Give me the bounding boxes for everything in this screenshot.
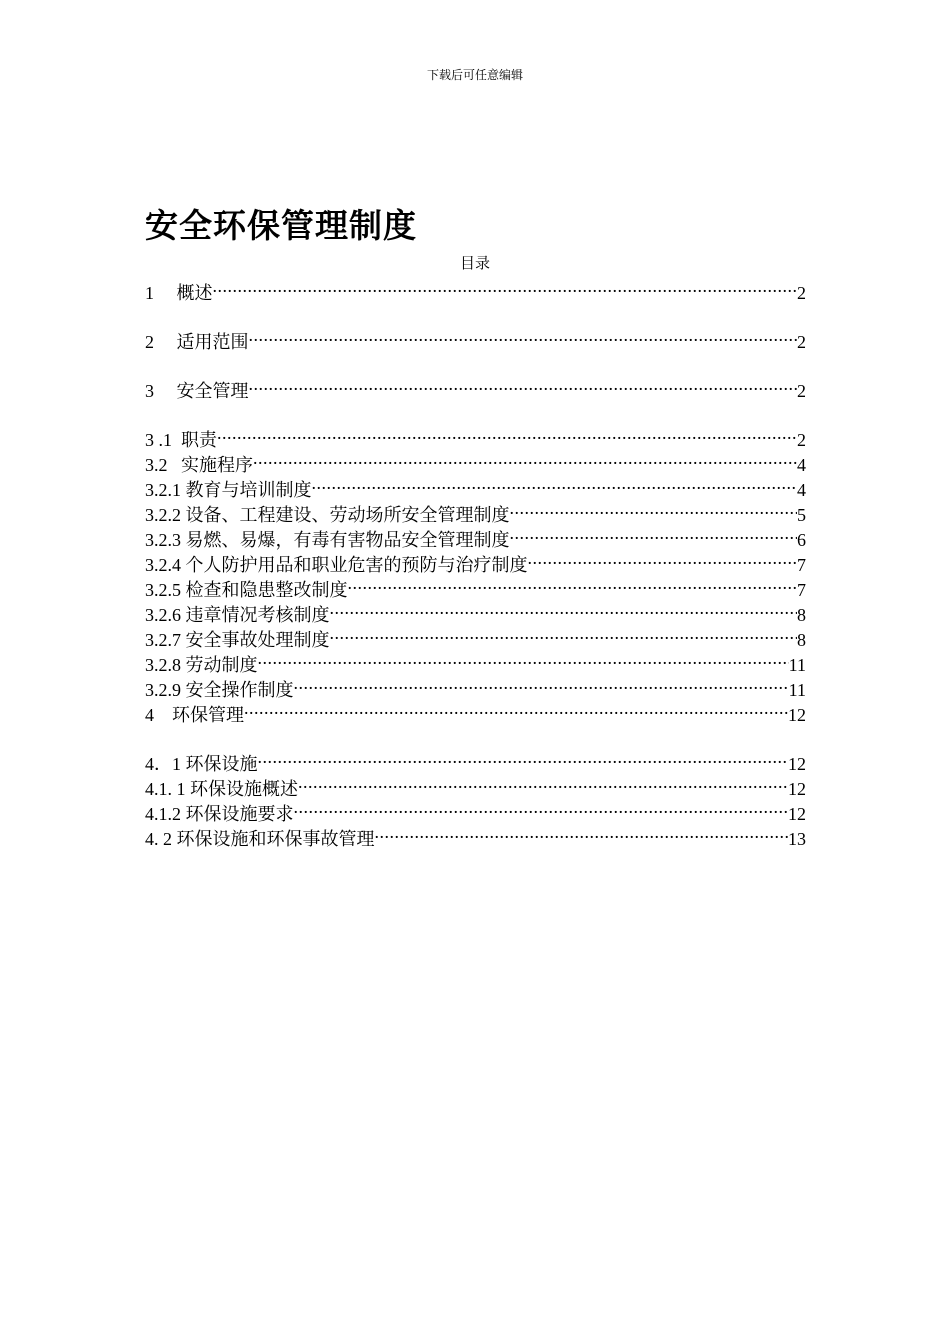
toc-entry[interactable] — [145, 745, 806, 774]
toc-entry-number: 4．1 — [145, 754, 181, 774]
toc-dot-leader — [298, 770, 788, 795]
toc-entry[interactable] — [145, 323, 806, 352]
toc-entry[interactable] — [145, 372, 806, 401]
toc-entry-number: 4. 2 — [145, 829, 172, 849]
toc-entry-title: 环保设施 — [185, 754, 258, 774]
toc-entry-title: 检查和隐患整改制度 — [185, 580, 348, 600]
toc-entry-number: 3.2.2 — [145, 505, 181, 525]
toc-entry-page: 12 — [788, 779, 806, 799]
toc-dot-leader — [312, 471, 798, 496]
toc-entry-page: 8 — [797, 630, 806, 650]
toc-entry-page: 11 — [788, 680, 806, 700]
toc-entry-title: 教育与培训制度 — [185, 480, 312, 500]
toc-entry-title: 安全事故处理制度 — [185, 630, 330, 650]
toc-dot-leader — [249, 323, 798, 348]
toc-entry-page: 2 — [797, 430, 806, 450]
toc-dot-leader — [294, 671, 789, 696]
toc-entry-page: 13 — [788, 829, 806, 849]
document-title: 安全环保管理制度 — [145, 206, 417, 245]
toc-entry-page: 12 — [788, 754, 806, 774]
toc-entry-number: 3 .1 — [145, 430, 172, 450]
toc-dot-leader — [258, 646, 789, 671]
toc-entry-page: 7 — [797, 555, 806, 575]
toc-dot-leader — [253, 446, 797, 471]
toc-entry[interactable] — [145, 421, 806, 450]
table-of-contents — [145, 274, 806, 849]
toc-entry-page: 4 — [797, 455, 806, 475]
toc-entry-number: 3 — [145, 381, 154, 401]
toc-entry-spacer — [154, 379, 177, 404]
toc-entry[interactable] — [145, 446, 806, 475]
toc-entry-title: 易燃、易爆，有毒有害物品安全管理制度 — [185, 530, 510, 550]
toc-entry-title: 安全管理 — [176, 381, 249, 401]
toc-dot-leader — [510, 496, 798, 521]
toc-entry-number: 3.2.5 — [145, 580, 181, 600]
toc-entry[interactable] — [145, 696, 806, 725]
toc-entry-page: 12 — [788, 804, 806, 824]
toc-entry-title: 个人防护用品和职业危害的预防与治疗制度 — [185, 555, 528, 575]
toc-dot-leader — [528, 546, 798, 571]
toc-entry-spacer — [154, 703, 172, 728]
toc-entry-title: 环保管理 — [172, 705, 244, 725]
toc-entry[interactable] — [145, 274, 806, 303]
toc-entry-number: 3.2 — [145, 455, 168, 475]
toc-entry-page: 11 — [788, 655, 806, 675]
toc-dot-leader — [244, 696, 788, 721]
toc-entry-number: 3.2.7 — [145, 630, 181, 650]
toc-entry-title: 设备、工程建设、劳动场所安全管理制度 — [185, 505, 510, 525]
toc-dot-leader — [330, 596, 798, 621]
toc-entry-page: 8 — [797, 605, 806, 625]
header-note: 下载后可任意编辑 — [426, 68, 523, 82]
toc-entry-title: 环保设施概述 — [190, 779, 298, 799]
toc-dot-leader — [348, 571, 798, 596]
toc-entry-title: 违章情况考核制度 — [185, 605, 330, 625]
toc-entry-number: 3.2.1 — [145, 480, 181, 500]
toc-entry-number: 1 — [145, 283, 154, 303]
toc-entry-number: 4 — [145, 705, 154, 725]
toc-dot-leader — [294, 795, 789, 820]
toc-entry-title: 概述 — [176, 283, 213, 303]
toc-entry-page: 4 — [797, 480, 806, 500]
toc-entry-title: 实施程序 — [181, 455, 253, 475]
toc-entry-spacer — [154, 281, 177, 306]
toc-entry-number: 2 — [145, 332, 154, 352]
toc-entry-title: 安全操作制度 — [185, 680, 294, 700]
toc-heading: 目录 — [459, 256, 490, 272]
toc-entry-title: 职责 — [181, 430, 217, 450]
toc-entry-page: 6 — [797, 530, 806, 550]
toc-entry-page: 2 — [797, 381, 806, 401]
toc-dot-leader — [217, 421, 797, 446]
toc-entry-page: 7 — [797, 580, 806, 600]
toc-dot-leader — [258, 745, 789, 770]
toc-entry-number: 4.1. 1 — [145, 779, 186, 799]
toc-entry-page: 5 — [797, 505, 806, 525]
toc-entry-page: 2 — [797, 332, 806, 352]
toc-entry-number: 3.2.4 — [145, 555, 181, 575]
toc-entry-number: 3.2.6 — [145, 605, 181, 625]
toc-dot-leader — [330, 621, 798, 646]
toc-entry-number: 3.2.8 — [145, 655, 181, 675]
toc-entry-number: 3.2.9 — [145, 680, 181, 700]
toc-entry-title: 环保设施和环保事故管理 — [176, 829, 375, 849]
toc-dot-leader — [249, 372, 798, 397]
toc-entry-title: 劳动制度 — [185, 655, 258, 675]
toc-dot-leader — [510, 521, 798, 546]
toc-entry-spacer — [154, 330, 177, 355]
toc-entry-page: 12 — [788, 705, 806, 725]
toc-entry-spacer — [168, 453, 182, 478]
toc-entry-page: 2 — [797, 283, 806, 303]
toc-dot-leader — [375, 820, 789, 845]
toc-dot-leader — [213, 274, 798, 299]
toc-entry-number: 3.2.3 — [145, 530, 181, 550]
toc-entry-title: 环保设施要求 — [185, 804, 294, 824]
toc-entry-spacer — [172, 428, 181, 453]
toc-entry-title: 适用范围 — [176, 332, 249, 352]
toc-entry-number: 4.1.2 — [145, 804, 181, 824]
